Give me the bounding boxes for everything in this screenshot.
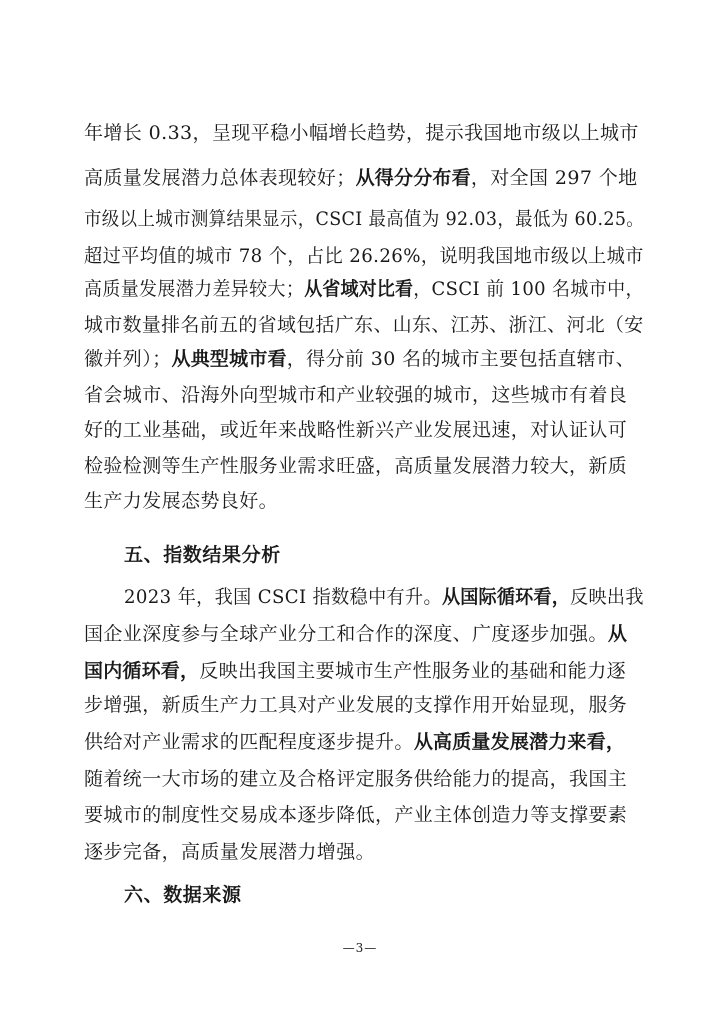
paragraph-line [84,659,644,683]
bold-lead-phrase: 从典型城市看 [171,348,287,370]
line-text: 国企业深度参与全球产业分工和合作的深度、广度逐步加强。 [84,623,608,645]
line-text: 随着统一大市场的建立及合格评定服务供给能力的提高，我国主 [84,768,628,790]
paragraph-line [84,166,644,190]
bold-lead-phrase: 国内循环看， [84,660,200,682]
paragraph-line [84,489,644,513]
paragraph-line [84,244,644,268]
bold-lead-phrase: 从 [607,623,628,645]
bold-lead-phrase: 从得分分布看 [355,167,471,189]
section-heading: 五、指数结果分析 [124,544,281,566]
line-text: 高质量发展潜力差异较大； [84,278,305,300]
bold-lead-phrase: 从国际循环看， [441,586,570,608]
line-text: 逐步完备，高质量发展潜力增强。 [84,841,376,863]
line-text: 供给对产业需求的匹配程度逐步提升。 [84,731,414,753]
line-text: 市级以上城市测算结果显示，CSCI 最高值为 92.03，最低为 60.25。 [84,208,645,230]
paragraph-line [84,277,644,301]
paragraph-line [84,840,644,864]
paragraph-line [84,121,644,145]
bold-lead-phrase: 从高质量发展潜力来看， [413,731,626,753]
line-text: 要城市的制度性交易成本逐步降低，产业主体创造力等支撑要素 [84,804,628,826]
section-heading: 六、数据来源 [124,884,242,906]
line-text: 徽并列）； [84,348,172,370]
paragraph-line [84,730,644,754]
paragraph-line [84,803,644,827]
line-text: 生产力发展态势良好。 [84,490,279,512]
line-text: ，对全国 297 个地 [470,167,638,189]
line-text: 步增强，新质生产力工具对产业发展的支撑作用开始显现，服务 [84,694,628,716]
paragraph-line [84,347,644,371]
line-text: 超过平均值的城市 78 个，占比 26.26%，说明我国地市级以上城市 [84,245,644,267]
line-text: 城市数量排名前五的省域包括广东、山东、江苏、浙江、河北（安 [84,314,644,336]
line-text: ，得分前 30 名的城市主要包括直辖市、 [286,348,635,370]
line-text: 好的工业基础，或近年来战略性新兴产业发展迅速，对认证认可 [84,419,628,441]
line-text: ，CSCI 前 100 名城市中， [413,278,644,300]
line-text: 反映出我国主要城市生产性服务业的基础和能力逐 [199,660,627,682]
bold-lead-phrase: 从省域对比看 [304,278,414,300]
paragraph-line [84,454,644,478]
line-text: 反映出我 [569,586,644,608]
paragraph-line [84,418,644,442]
line-text: 年增长 0.33，呈现平稳小幅增长趋势，提示我国地市级以上城市 [84,122,639,144]
page-number: —3— [342,941,378,955]
paragraph-line [84,767,644,791]
line-text: 2023 年，我国 CSCI 指数稳中有升。 [124,586,442,608]
paragraph-line [84,207,645,231]
line-text: 省会城市、沿海外向型城市和产业较强的城市，这些城市有着良 [84,384,628,406]
line-text: 检验检测等生产性服务业需求旺盛，高质量发展潜力较大，新质 [84,455,628,477]
paragraph-line [84,383,644,407]
paragraph-line [124,585,644,609]
paragraph-line [84,313,644,337]
paragraph-line [84,622,644,646]
line-text: 高质量发展潜力总体表现较好； [84,167,356,189]
paragraph-line [84,693,644,717]
